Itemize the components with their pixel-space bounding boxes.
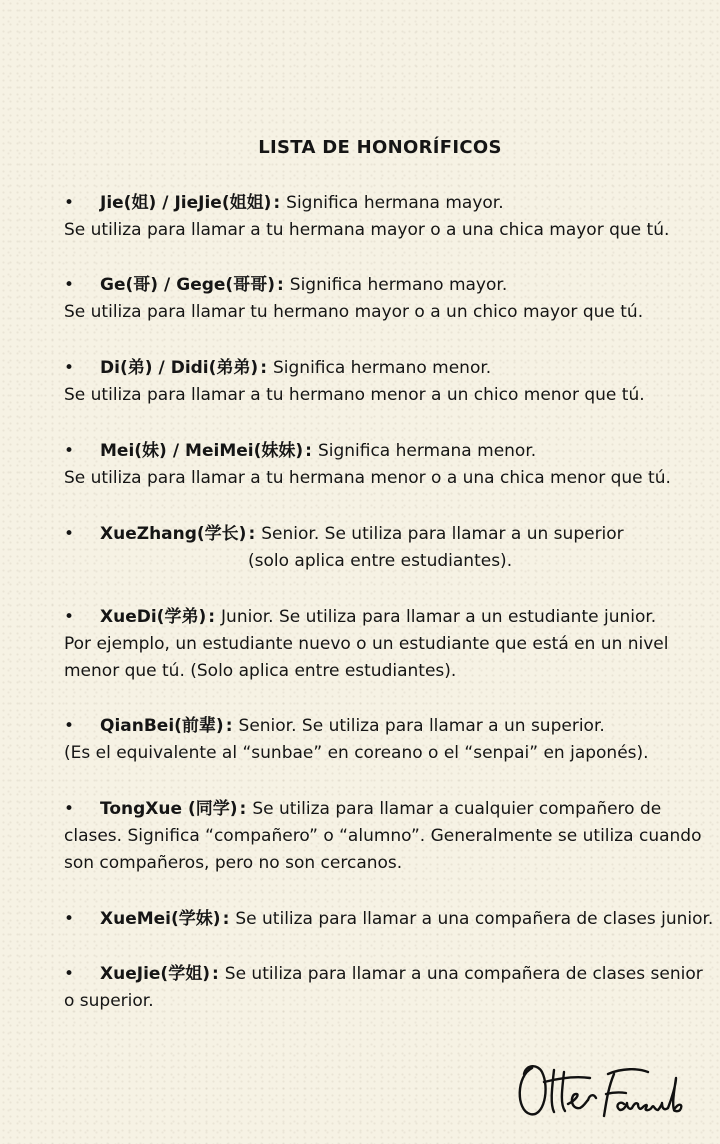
slash: / — [172, 441, 180, 461]
honorific-entry-xuezhang — [64, 521, 704, 575]
entry-heading — [64, 604, 704, 631]
honorific-entry-ge — [64, 272, 704, 326]
usage-line: son compañeros, pero no son cercanos. — [64, 853, 403, 873]
definition: Se utiliza para llamar a una compañera de clases junior. — [235, 909, 714, 929]
entry-heading — [64, 961, 704, 988]
bullet: • — [64, 441, 75, 461]
entry-heading — [64, 438, 704, 465]
page-title: LISTA DE HONORÍFICOS — [258, 137, 502, 158]
definition: Significa hermana menor. — [317, 441, 537, 461]
entry-heading — [64, 355, 704, 382]
colon: : — [273, 193, 281, 213]
definition: Junior. Se utiliza para llamar a un estudiante junior. — [221, 607, 657, 627]
term: Mei(妹) — [100, 441, 167, 461]
term: XueMei(学妹) — [100, 909, 221, 929]
bullet: • — [64, 275, 75, 295]
colon: : — [305, 441, 312, 461]
colon: : — [225, 716, 233, 736]
usage-line: o superior. — [64, 991, 154, 1011]
honorific-entry-tongxue — [64, 796, 704, 877]
honorific-entry-qianbei — [64, 713, 704, 767]
entry-heading — [64, 713, 704, 740]
slash: / — [164, 275, 171, 295]
colon: : — [211, 964, 219, 984]
entry-heading — [64, 796, 704, 823]
entry-heading — [64, 190, 704, 217]
term: TongXue (同学) — [100, 799, 238, 819]
bullet: • — [64, 358, 75, 378]
colon: : — [239, 799, 247, 819]
definition: Senior. Se utiliza para llamar a un superior. — [238, 716, 605, 736]
definition: Significa hermano mayor. — [289, 275, 508, 295]
slash: / — [158, 358, 165, 378]
definition: Senior. Se utiliza para llamar a un superior — [261, 524, 624, 544]
bullet: • — [64, 799, 75, 819]
entry-heading — [64, 521, 704, 548]
bullet: • — [64, 964, 75, 984]
definition: Se utiliza para llamar a cualquier compañero de — [252, 799, 662, 819]
entry-heading — [64, 272, 704, 299]
usage-line: Se utiliza para llamar a tu hermano menor a un chico menor que tú. — [64, 385, 645, 405]
colon: : — [248, 524, 256, 544]
usage-line: Se utiliza para llamar a tu hermana menor o a una chica menor que tú. — [64, 468, 671, 488]
bullet: • — [64, 524, 75, 544]
term: Di(弟) — [100, 358, 153, 378]
colon: : — [208, 607, 216, 627]
term-alt: Gege(哥哥) — [176, 275, 275, 295]
term-alt: Didi(弟弟) — [170, 358, 259, 378]
usage-line: (Es el equivalente al “sunbae” en coreano o el “senpai” en japonés). — [64, 743, 649, 763]
bullet: • — [64, 909, 75, 929]
slash: / — [162, 193, 169, 213]
honorific-entry-xuejie — [64, 961, 704, 1015]
entry-heading — [64, 906, 714, 933]
term: QianBei(前辈) — [100, 716, 224, 736]
honorific-entry-xuedi — [64, 604, 704, 685]
usage-line: (solo aplica entre estudiantes). — [248, 551, 513, 571]
usage-line: Se utiliza para llamar tu hermano mayor o a un chico mayor que tú. — [64, 302, 644, 322]
colon: : — [222, 909, 230, 929]
honorific-entry-mei — [64, 438, 704, 492]
signature-logo — [510, 1048, 710, 1128]
honorific-entry-di — [64, 355, 704, 409]
term: XueZhang(学长) — [100, 524, 247, 544]
term: Ge(哥) — [100, 275, 159, 295]
term-alt: JieJie(姐姐) — [174, 193, 272, 213]
usage-line: menor que tú. (Solo aplica entre estudiantes). — [64, 661, 457, 681]
term: Jie(姐) — [100, 193, 157, 213]
bullet: • — [64, 716, 75, 736]
term: XueJie(学姐) — [100, 964, 210, 984]
usage-line: Se utiliza para llamar a tu hermana mayor o a una chica mayor que tú. — [64, 220, 670, 240]
term: XueDi(学弟) — [100, 607, 207, 627]
bullet: • — [64, 193, 75, 213]
term-alt: MeiMei(妹妹) — [185, 441, 304, 461]
definition: Se utiliza para llamar a una compañera de clases senior — [224, 964, 703, 984]
colon: : — [260, 358, 267, 378]
colon: : — [276, 275, 284, 295]
honorific-entry-jie — [64, 190, 704, 244]
usage-line: Por ejemplo, un estudiante nuevo o un estudiante que está en un nivel — [64, 634, 669, 654]
definition: Significa hermano menor. — [273, 358, 492, 378]
usage-line: clases. Significa “compañero” o “alumno”. Generalmente se utiliza cuando — [64, 826, 702, 846]
definition: Significa hermana mayor. — [286, 193, 504, 213]
bullet: • — [64, 607, 75, 627]
honorific-entry-xuemei — [64, 906, 714, 933]
